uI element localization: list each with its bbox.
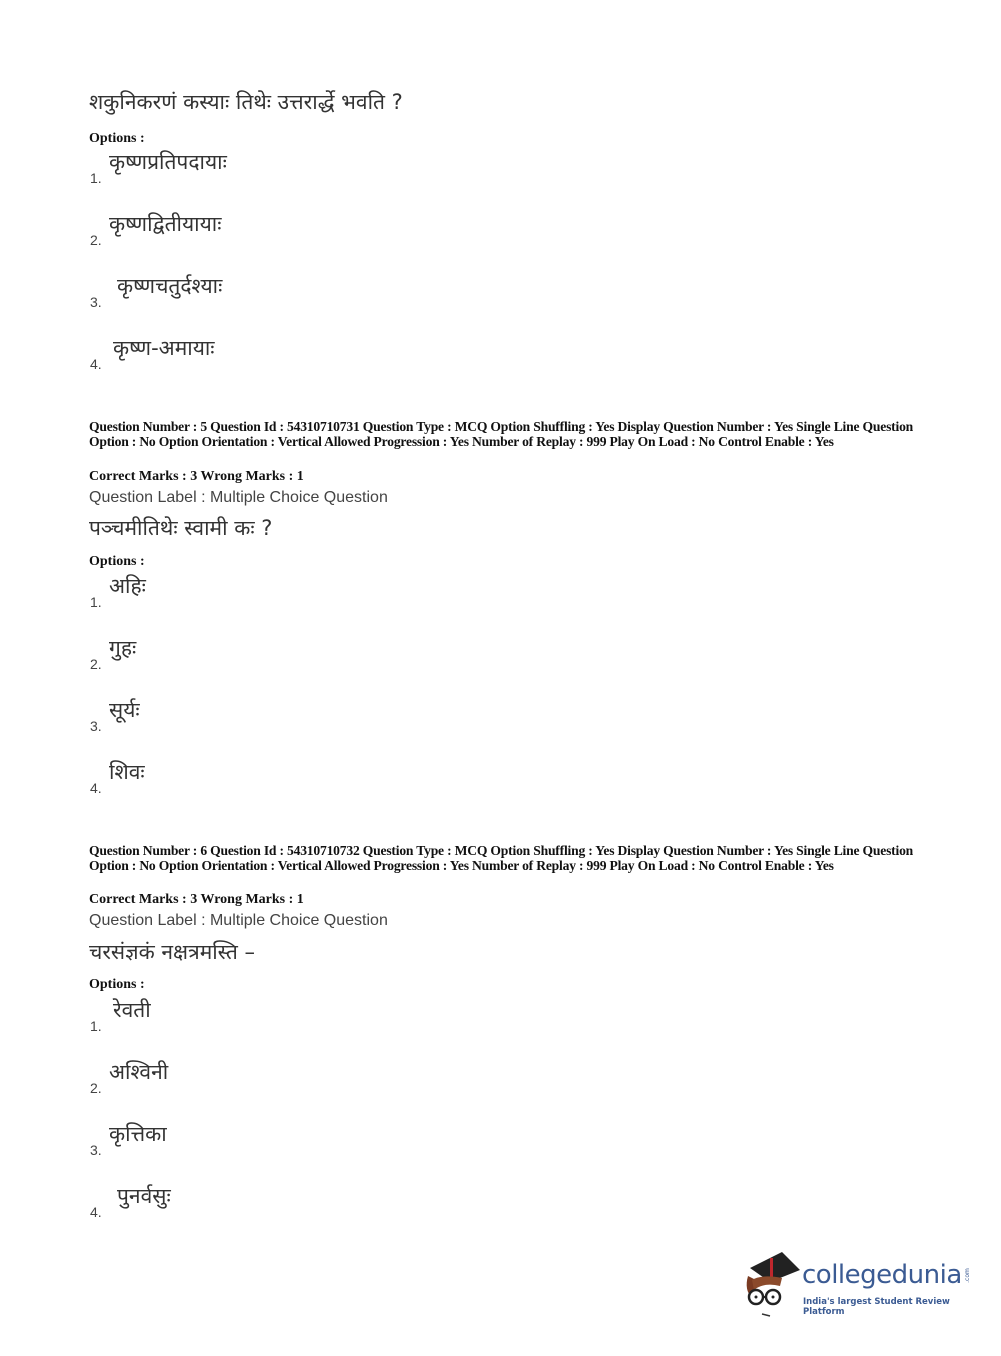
option-text: कृत्तिका bbox=[109, 1122, 167, 1146]
mascot-icon bbox=[742, 1250, 802, 1320]
option-text: सूर्यः bbox=[109, 698, 140, 722]
question-label: Question Label : Multiple Choice Question bbox=[89, 912, 388, 929]
options-label: Options : bbox=[89, 131, 145, 146]
question-text: शकुनिकरणं कस्याः तिथेः उत्तरार्द्धे भवति ? bbox=[89, 90, 403, 114]
option-number: 1. bbox=[90, 1018, 102, 1034]
question-text: पञ्चमीतिथेः स्वामी कः ? bbox=[89, 516, 273, 540]
option-text: कृष्णप्रतिपदायाः bbox=[109, 150, 227, 174]
option-text: कृष्णद्वितीयायाः bbox=[109, 212, 222, 236]
option-number: 4. bbox=[90, 356, 102, 372]
option-number: 2. bbox=[90, 1080, 102, 1096]
option-text: पुनर्वसुः bbox=[117, 1184, 171, 1208]
question-text: चरसंज्ञकं नक्षत्रमस्ति – bbox=[89, 940, 255, 964]
question-label: Question Label : Multiple Choice Question bbox=[89, 489, 388, 506]
logo-tld: .com bbox=[963, 1268, 971, 1283]
option-text: कृष्णचतुर्दश्याः bbox=[117, 274, 223, 298]
collegedunia-logo bbox=[742, 1250, 972, 1320]
logo-tagline: India's largest Student Review Platform bbox=[803, 1297, 950, 1317]
option-number: 2. bbox=[90, 656, 102, 672]
question-metadata: Question Number : 6 Question Id : 54310710732 Question Type : MCQ Option Shuffling : Yes Display Question Number : Yes Single Line Question Option : No Option Orientation : Vertical Allowed Progression : Yes Number of Replay : 999 Play On Load : No Control Enable : Yes bbox=[89, 843, 914, 873]
option-text: शिवः bbox=[109, 760, 145, 784]
option-text: अहिः bbox=[109, 574, 146, 598]
option-text: अश्विनी bbox=[109, 1060, 169, 1084]
option-number: 4. bbox=[90, 780, 102, 796]
marks-info: Correct Marks : 3 Wrong Marks : 1 bbox=[89, 892, 304, 907]
option-number: 3. bbox=[90, 294, 102, 310]
options-label: Options : bbox=[89, 554, 145, 569]
option-text: गुहः bbox=[109, 636, 137, 660]
option-number: 1. bbox=[90, 170, 102, 186]
option-number: 4. bbox=[90, 1204, 102, 1220]
question-metadata: Question Number : 5 Question Id : 54310710731 Question Type : MCQ Option Shuffling : Yes Display Question Number : Yes Single Line Question Option : No Option Orientation : Vertical Allowed Progression : Yes Number of Replay : 999 Play On Load : No Control Enable : Yes bbox=[89, 419, 914, 449]
option-number: 1. bbox=[90, 594, 102, 610]
option-text: कृष्ण-अमायाः bbox=[113, 336, 215, 360]
option-number: 3. bbox=[90, 718, 102, 734]
option-number: 2. bbox=[90, 232, 102, 248]
marks-info: Correct Marks : 3 Wrong Marks : 1 bbox=[89, 469, 304, 484]
logo-brand: collegedunia bbox=[802, 1260, 962, 1290]
option-text: रेवती bbox=[113, 998, 151, 1022]
option-number: 3. bbox=[90, 1142, 102, 1158]
options-label: Options : bbox=[89, 977, 145, 992]
